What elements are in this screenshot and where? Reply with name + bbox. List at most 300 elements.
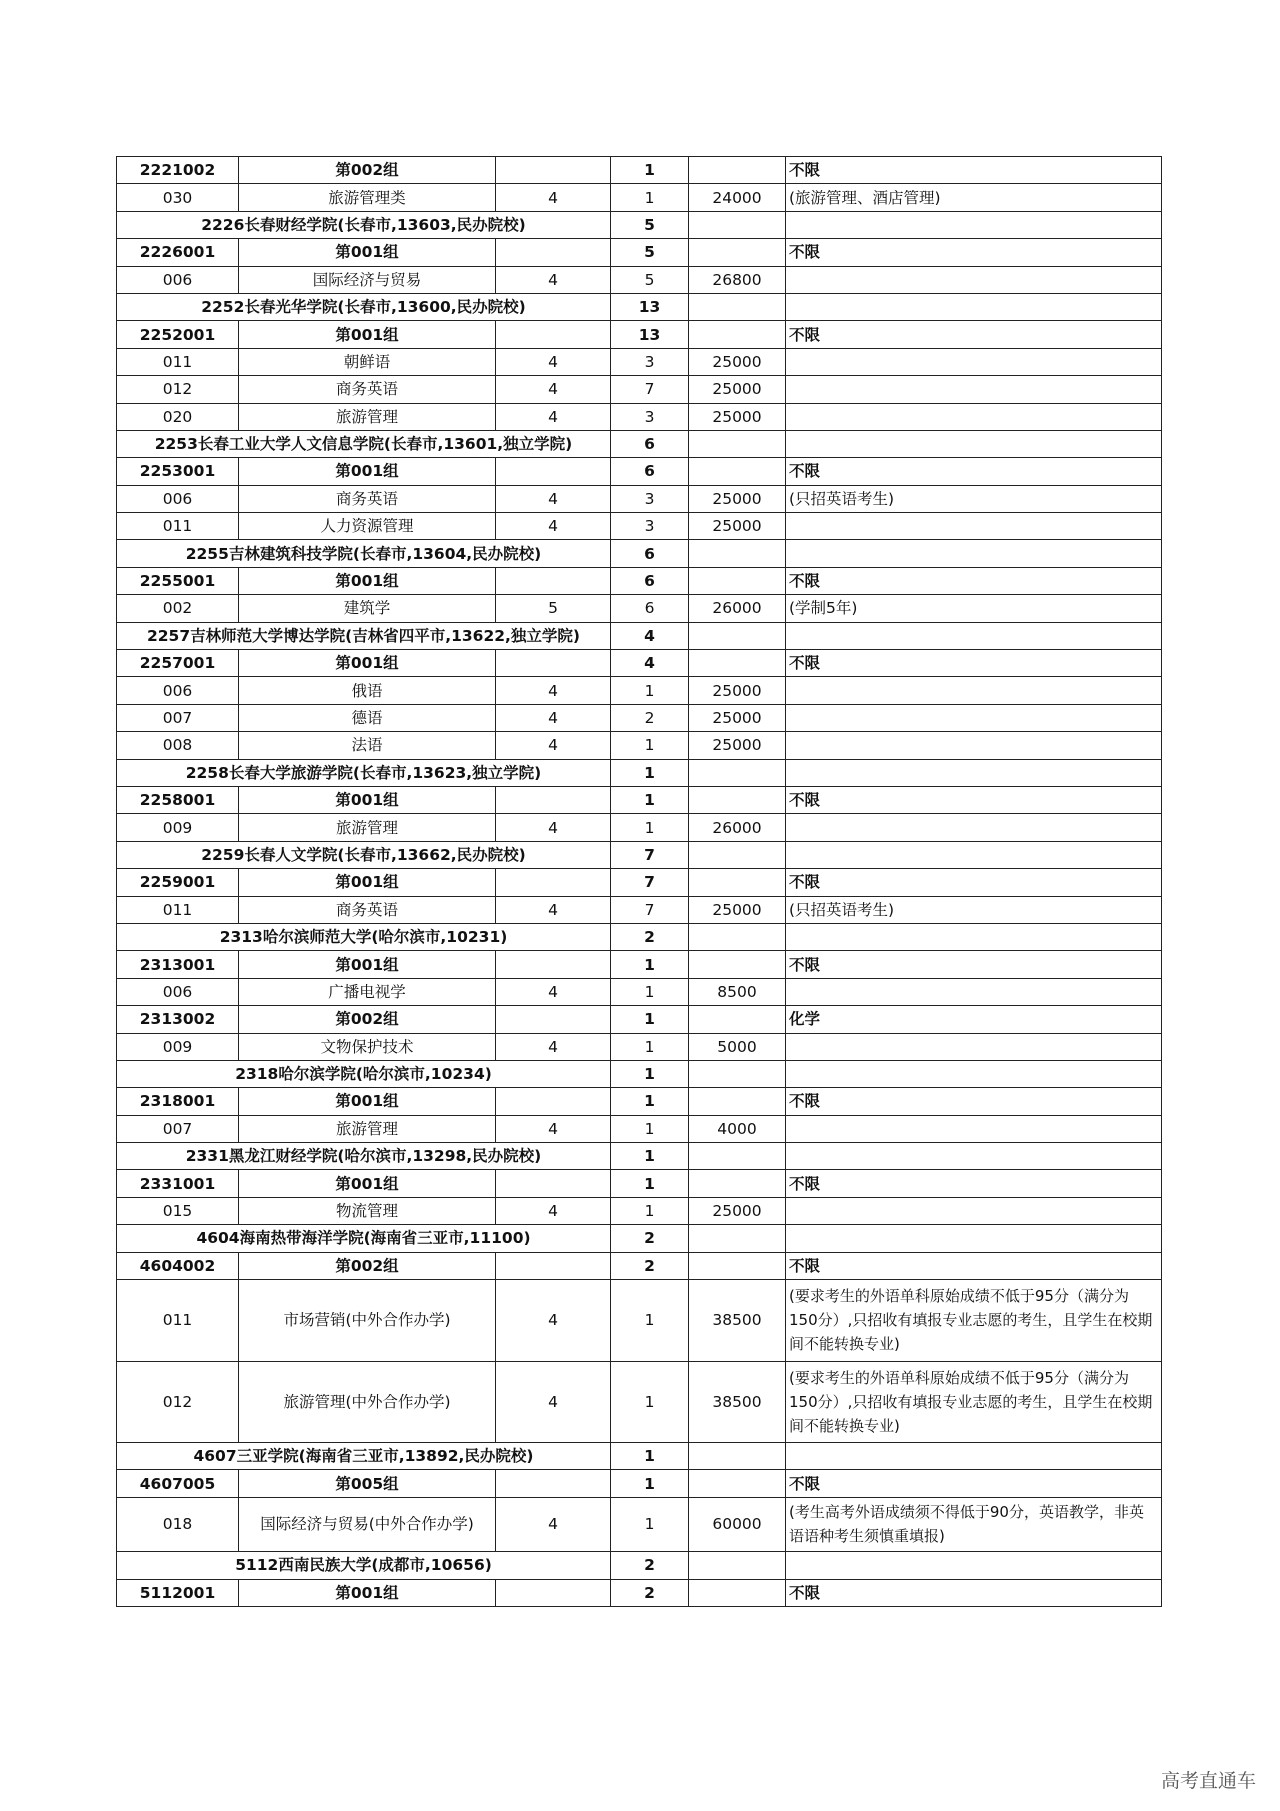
school-row	[117, 1143, 1162, 1170]
group-name: 第001组	[239, 786, 496, 813]
major-name: 国际经济与贸易	[239, 266, 496, 293]
note-cell	[786, 923, 1162, 950]
plan-count: 2	[611, 704, 689, 731]
major-row	[117, 266, 1162, 293]
plan-count: 1	[611, 951, 689, 978]
group-name: 第001组	[239, 567, 496, 594]
group-code: 2253001	[117, 458, 239, 485]
plan-count: 2	[611, 1579, 689, 1606]
plan-count: 1	[611, 1170, 689, 1197]
remark: (考生高考外语成绩须不得低于90分，英语教学，非英语语种考生须慎重填报)	[786, 1497, 1162, 1551]
tuition-fee: 25000	[689, 513, 786, 540]
major-code: 006	[117, 485, 239, 512]
study-years: 4	[496, 266, 611, 293]
remark: (旅游管理、酒店管理)	[786, 184, 1162, 211]
major-row	[117, 184, 1162, 211]
group-name: 第001组	[239, 1579, 496, 1606]
group-code: 2318001	[117, 1088, 239, 1115]
fee-cell	[689, 211, 786, 238]
group-row	[117, 869, 1162, 896]
remark	[786, 1033, 1162, 1060]
study-years: 4	[496, 677, 611, 704]
plan-count: 1	[611, 1115, 689, 1142]
tuition-fee: 25000	[689, 677, 786, 704]
group-code: 2313002	[117, 1006, 239, 1033]
plan-count: 7	[611, 841, 689, 868]
major-name: 朝鲜语	[239, 348, 496, 375]
major-code: 006	[117, 266, 239, 293]
major-name: 商务英语	[239, 376, 496, 403]
fee-cell	[689, 923, 786, 950]
school-row	[117, 1225, 1162, 1252]
major-row	[117, 677, 1162, 704]
group-name: 第001组	[239, 239, 496, 266]
tuition-fee: 24000	[689, 184, 786, 211]
remark	[786, 814, 1162, 841]
fee-cell	[689, 157, 786, 184]
fee-cell	[689, 650, 786, 677]
note-cell	[786, 1225, 1162, 1252]
subject-requirement: 不限	[786, 157, 1162, 184]
tuition-fee: 25000	[689, 896, 786, 923]
subject-requirement: 不限	[786, 1470, 1162, 1497]
note-cell	[786, 540, 1162, 567]
study-years: 4	[496, 704, 611, 731]
plan-count: 1	[611, 1006, 689, 1033]
group-name: 第001组	[239, 458, 496, 485]
plan-count: 7	[611, 376, 689, 403]
major-code: 002	[117, 595, 239, 622]
plan-count: 1	[611, 732, 689, 759]
school-row	[117, 430, 1162, 457]
study-years: 4	[496, 1280, 611, 1362]
subject-requirement: 不限	[786, 951, 1162, 978]
plan-count: 6	[611, 567, 689, 594]
tuition-fee: 26800	[689, 266, 786, 293]
fee-cell	[689, 1060, 786, 1087]
years-cell	[496, 869, 611, 896]
plan-count: 1	[611, 814, 689, 841]
group-row	[117, 1170, 1162, 1197]
major-name: 旅游管理	[239, 814, 496, 841]
subject-requirement: 不限	[786, 869, 1162, 896]
plan-count: 6	[611, 595, 689, 622]
major-code: 007	[117, 1115, 239, 1142]
plan-count: 1	[611, 1497, 689, 1551]
study-years: 4	[496, 348, 611, 375]
study-years: 4	[496, 1033, 611, 1060]
subject-requirement: 不限	[786, 239, 1162, 266]
note-cell	[786, 211, 1162, 238]
group-row	[117, 1252, 1162, 1279]
study-years: 4	[496, 1361, 611, 1443]
group-name: 第002组	[239, 1252, 496, 1279]
remark	[786, 403, 1162, 430]
note-cell	[786, 1143, 1162, 1170]
school-row	[117, 841, 1162, 868]
note-cell	[786, 841, 1162, 868]
remark: (只招英语考生)	[786, 896, 1162, 923]
plan-count: 5	[611, 266, 689, 293]
plan-count: 1	[611, 157, 689, 184]
group-row	[117, 951, 1162, 978]
plan-count: 4	[611, 622, 689, 649]
plan-count: 2	[611, 1225, 689, 1252]
school-title: 2252长春光华学院(长春市,13600,民办院校)	[117, 293, 611, 320]
major-row	[117, 1197, 1162, 1224]
group-name: 第001组	[239, 869, 496, 896]
tuition-fee: 25000	[689, 704, 786, 731]
fee-cell	[689, 430, 786, 457]
study-years: 4	[496, 1115, 611, 1142]
note-cell	[786, 1552, 1162, 1579]
major-name: 国际经济与贸易(中外合作办学)	[239, 1497, 496, 1551]
fee-cell	[689, 567, 786, 594]
school-title: 2259长春人文学院(长春市,13662,民办院校)	[117, 841, 611, 868]
years-cell	[496, 1579, 611, 1606]
years-cell	[496, 239, 611, 266]
group-row	[117, 458, 1162, 485]
years-cell	[496, 458, 611, 485]
major-row	[117, 513, 1162, 540]
tuition-fee: 25000	[689, 1197, 786, 1224]
plan-count: 3	[611, 485, 689, 512]
major-name: 文物保护技术	[239, 1033, 496, 1060]
fee-cell	[689, 293, 786, 320]
group-code: 2331001	[117, 1170, 239, 1197]
major-row	[117, 814, 1162, 841]
study-years: 4	[496, 1197, 611, 1224]
group-name: 第001组	[239, 951, 496, 978]
fee-cell	[689, 1170, 786, 1197]
remark	[786, 732, 1162, 759]
study-years: 4	[496, 732, 611, 759]
group-code: 2226001	[117, 239, 239, 266]
tuition-fee: 25000	[689, 376, 786, 403]
group-row	[117, 1088, 1162, 1115]
subject-requirement: 化学	[786, 1006, 1162, 1033]
major-code: 006	[117, 677, 239, 704]
group-row	[117, 650, 1162, 677]
school-row	[117, 759, 1162, 786]
plan-count: 6	[611, 430, 689, 457]
years-cell	[496, 1006, 611, 1033]
plan-count: 1	[611, 1361, 689, 1443]
fee-cell	[689, 1088, 786, 1115]
years-cell	[496, 321, 611, 348]
remark	[786, 677, 1162, 704]
group-code: 2313001	[117, 951, 239, 978]
major-row	[117, 978, 1162, 1005]
group-name: 第001组	[239, 1170, 496, 1197]
major-row	[117, 403, 1162, 430]
major-name: 市场营销(中外合作办学)	[239, 1280, 496, 1362]
years-cell	[496, 1088, 611, 1115]
subject-requirement: 不限	[786, 786, 1162, 813]
tuition-fee: 26000	[689, 595, 786, 622]
years-cell	[496, 567, 611, 594]
subject-requirement: 不限	[786, 1579, 1162, 1606]
group-code: 4604002	[117, 1252, 239, 1279]
group-row	[117, 157, 1162, 184]
school-title: 2313哈尔滨师范大学(哈尔滨市,10231)	[117, 923, 611, 950]
major-code: 011	[117, 1280, 239, 1362]
group-row	[117, 1006, 1162, 1033]
school-title: 2331黑龙江财经学院(哈尔滨市,13298,民办院校)	[117, 1143, 611, 1170]
enrollment-plan-table	[116, 156, 1162, 1607]
study-years: 4	[496, 513, 611, 540]
plan-count: 7	[611, 869, 689, 896]
plan-count: 3	[611, 513, 689, 540]
group-code: 2258001	[117, 786, 239, 813]
group-name: 第001组	[239, 650, 496, 677]
study-years: 4	[496, 978, 611, 1005]
years-cell	[496, 1170, 611, 1197]
fee-cell	[689, 239, 786, 266]
years-cell	[496, 157, 611, 184]
tuition-fee: 60000	[689, 1497, 786, 1551]
major-name: 广播电视学	[239, 978, 496, 1005]
tuition-fee: 38500	[689, 1280, 786, 1362]
tuition-fee: 25000	[689, 348, 786, 375]
plan-count: 1	[611, 1470, 689, 1497]
subject-requirement: 不限	[786, 650, 1162, 677]
major-code: 008	[117, 732, 239, 759]
major-row	[117, 376, 1162, 403]
plan-count: 1	[611, 1088, 689, 1115]
group-row	[117, 786, 1162, 813]
school-title: 2258长春大学旅游学院(长春市,13623,独立学院)	[117, 759, 611, 786]
major-code: 011	[117, 348, 239, 375]
group-row	[117, 1579, 1162, 1606]
major-row	[117, 704, 1162, 731]
major-row	[117, 1361, 1162, 1443]
plan-count: 1	[611, 1280, 689, 1362]
study-years: 4	[496, 403, 611, 430]
major-code: 018	[117, 1497, 239, 1551]
school-row	[117, 1443, 1162, 1470]
major-row	[117, 732, 1162, 759]
major-row	[117, 1033, 1162, 1060]
remark	[786, 1115, 1162, 1142]
plan-count: 2	[611, 923, 689, 950]
study-years: 5	[496, 595, 611, 622]
plan-count: 13	[611, 293, 689, 320]
study-years: 4	[496, 814, 611, 841]
major-code: 011	[117, 513, 239, 540]
study-years: 4	[496, 485, 611, 512]
major-code: 006	[117, 978, 239, 1005]
major-row	[117, 595, 1162, 622]
major-name: 旅游管理	[239, 1115, 496, 1142]
group-code: 2259001	[117, 869, 239, 896]
note-cell	[786, 293, 1162, 320]
plan-count: 1	[611, 759, 689, 786]
plan-count: 1	[611, 184, 689, 211]
remark: (要求考生的外语单科原始成绩不低于95分（满分为150分）,只招收有填报专业志愿的考生，且学生在校期间不能转换专业)	[786, 1280, 1162, 1362]
major-code: 011	[117, 896, 239, 923]
remark	[786, 513, 1162, 540]
plan-count: 3	[611, 348, 689, 375]
subject-requirement: 不限	[786, 1088, 1162, 1115]
major-code: 012	[117, 376, 239, 403]
group-code: 4607005	[117, 1470, 239, 1497]
major-name: 商务英语	[239, 485, 496, 512]
plan-count: 2	[611, 1252, 689, 1279]
school-title: 2226长春财经学院(长春市,13603,民办院校)	[117, 211, 611, 238]
fee-cell	[689, 786, 786, 813]
major-row	[117, 896, 1162, 923]
years-cell	[496, 786, 611, 813]
plan-count: 1	[611, 786, 689, 813]
years-cell	[496, 650, 611, 677]
note-cell	[786, 1443, 1162, 1470]
plan-count: 1	[611, 1143, 689, 1170]
fee-cell	[689, 1006, 786, 1033]
subject-requirement: 不限	[786, 1252, 1162, 1279]
tuition-fee: 26000	[689, 814, 786, 841]
remark: (要求考生的外语单科原始成绩不低于95分（满分为150分）,只招收有填报专业志愿的考生，且学生在校期间不能转换专业)	[786, 1361, 1162, 1443]
plan-count: 7	[611, 896, 689, 923]
school-title: 2318哈尔滨学院(哈尔滨市,10234)	[117, 1060, 611, 1087]
major-code: 020	[117, 403, 239, 430]
tuition-fee: 4000	[689, 1115, 786, 1142]
plan-count: 1	[611, 677, 689, 704]
remark	[786, 704, 1162, 731]
plan-count: 13	[611, 321, 689, 348]
group-row	[117, 239, 1162, 266]
major-name: 旅游管理类	[239, 184, 496, 211]
plan-count: 1	[611, 1033, 689, 1060]
major-row	[117, 1280, 1162, 1362]
plan-count: 5	[611, 239, 689, 266]
major-code: 015	[117, 1197, 239, 1224]
major-name: 建筑学	[239, 595, 496, 622]
group-row	[117, 321, 1162, 348]
plan-count: 6	[611, 458, 689, 485]
group-name: 第005组	[239, 1470, 496, 1497]
tuition-fee: 25000	[689, 485, 786, 512]
group-name: 第001组	[239, 1088, 496, 1115]
subject-requirement: 不限	[786, 458, 1162, 485]
tuition-fee: 38500	[689, 1361, 786, 1443]
school-row	[117, 293, 1162, 320]
major-name: 法语	[239, 732, 496, 759]
note-cell	[786, 430, 1162, 457]
major-name: 人力资源管理	[239, 513, 496, 540]
remark	[786, 266, 1162, 293]
major-name: 旅游管理(中外合作办学)	[239, 1361, 496, 1443]
fee-cell	[689, 321, 786, 348]
fee-cell	[689, 1579, 786, 1606]
school-row	[117, 211, 1162, 238]
major-row	[117, 485, 1162, 512]
group-name: 第002组	[239, 157, 496, 184]
major-row	[117, 1497, 1162, 1551]
group-row	[117, 567, 1162, 594]
study-years: 4	[496, 376, 611, 403]
plan-count: 1	[611, 1197, 689, 1224]
group-code: 5112001	[117, 1579, 239, 1606]
tuition-fee: 5000	[689, 1033, 786, 1060]
school-title: 4607三亚学院(海南省三亚市,13892,民办院校)	[117, 1443, 611, 1470]
watermark-text: 高考直通车	[1160, 1770, 1256, 1792]
plan-count: 1	[611, 1060, 689, 1087]
major-code: 030	[117, 184, 239, 211]
remark	[786, 348, 1162, 375]
tuition-fee: 25000	[689, 403, 786, 430]
plan-count: 6	[611, 540, 689, 567]
major-name: 商务英语	[239, 896, 496, 923]
school-row	[117, 1552, 1162, 1579]
major-name: 德语	[239, 704, 496, 731]
note-cell	[786, 622, 1162, 649]
plan-count: 1	[611, 1443, 689, 1470]
group-code: 2252001	[117, 321, 239, 348]
school-title: 5112西南民族大学(成都市,10656)	[117, 1552, 611, 1579]
major-name: 物流管理	[239, 1197, 496, 1224]
subject-requirement: 不限	[786, 1170, 1162, 1197]
fee-cell	[689, 951, 786, 978]
fee-cell	[689, 841, 786, 868]
tuition-fee: 8500	[689, 978, 786, 1005]
subject-requirement: 不限	[786, 321, 1162, 348]
major-name: 旅游管理	[239, 403, 496, 430]
fee-cell	[689, 458, 786, 485]
years-cell	[496, 1252, 611, 1279]
group-name: 第001组	[239, 321, 496, 348]
remark	[786, 978, 1162, 1005]
major-code: 007	[117, 704, 239, 731]
plan-count: 5	[611, 211, 689, 238]
note-cell	[786, 759, 1162, 786]
remark	[786, 1197, 1162, 1224]
fee-cell	[689, 1252, 786, 1279]
school-row	[117, 540, 1162, 567]
fee-cell	[689, 1470, 786, 1497]
fee-cell	[689, 622, 786, 649]
years-cell	[496, 951, 611, 978]
major-name: 俄语	[239, 677, 496, 704]
major-code: 009	[117, 1033, 239, 1060]
fee-cell	[689, 540, 786, 567]
note-cell	[786, 1060, 1162, 1087]
group-code: 2257001	[117, 650, 239, 677]
group-name: 第002组	[239, 1006, 496, 1033]
fee-cell	[689, 1552, 786, 1579]
remark: (学制5年)	[786, 595, 1162, 622]
fee-cell	[689, 1143, 786, 1170]
subject-requirement: 不限	[786, 567, 1162, 594]
major-row	[117, 348, 1162, 375]
school-title: 2257吉林师范大学博达学院(吉林省四平市,13622,独立学院)	[117, 622, 611, 649]
study-years: 4	[496, 1497, 611, 1551]
study-years: 4	[496, 896, 611, 923]
school-row	[117, 622, 1162, 649]
years-cell	[496, 1470, 611, 1497]
fee-cell	[689, 759, 786, 786]
study-years: 4	[496, 184, 611, 211]
school-title: 2253长春工业大学人文信息学院(长春市,13601,独立学院)	[117, 430, 611, 457]
major-code: 009	[117, 814, 239, 841]
school-row	[117, 923, 1162, 950]
plan-count: 3	[611, 403, 689, 430]
remark	[786, 376, 1162, 403]
school-title: 2255吉林建筑科技学院(长春市,13604,民办院校)	[117, 540, 611, 567]
group-code: 2255001	[117, 567, 239, 594]
group-code: 2221002	[117, 157, 239, 184]
major-row	[117, 1115, 1162, 1142]
